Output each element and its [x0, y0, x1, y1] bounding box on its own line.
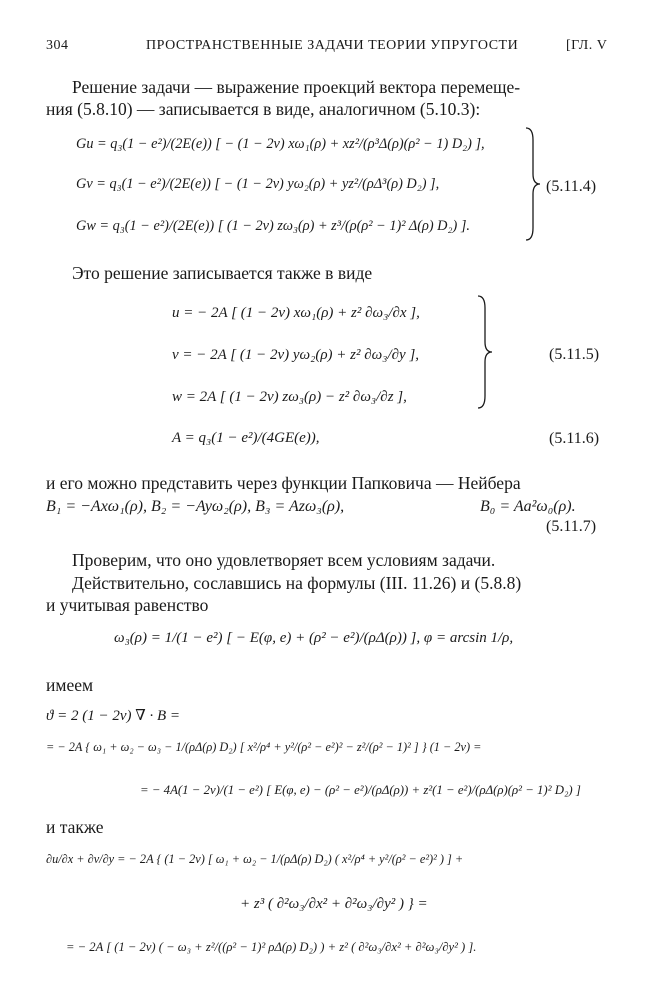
right-brace-5-11-4	[524, 126, 542, 242]
page-number: 304	[46, 38, 69, 53]
equation-5-11-7-part2: B₀ = Aa²ω₀(ρ).	[480, 498, 576, 515]
equation-theta-line3: = − 4A(1 − 2ν)/(1 − e²) [ E(φ, e) − (ρ² − e²)/(ρΔ(ρ)) + z²(1 − e²)/(ρΔ(ρ)(ρ² − 1)² D₂) ]	[140, 783, 581, 797]
paragraph-verify-line1: Проверим, что оно удовлетворяет всем условиям задачи.	[72, 550, 496, 570]
equation-div-line1: ∂u/∂x + ∂v/∂y = − 2A { (1 − 2ν) [ ω₁ + ω₂ − 1/(ρΔ(ρ) D₂) ( x²/ρ⁴ + y²/(ρ² − e²)² ) ] +	[46, 852, 464, 866]
paragraph-also-form: Это решение записывается также в виде	[72, 263, 373, 283]
equation-theta-line2: = − 2A { ω₁ + ω₂ − ω₃ − 1/(ρΔ(ρ) D₂) [ x²/ρ⁴ + y²/(ρ² − e²)² − z²/(ρ² − 1)² ] } (1 − 2ν) =	[46, 740, 482, 754]
paragraph-intro-line1: Решение задачи — выражение проекций вектора перемеще-	[72, 77, 521, 97]
equation-theta-line1: ϑ = 2 (1 − 2ν) ∇ · B =	[46, 708, 181, 724]
equation-5-11-4-line2: Gv = q₃(1 − e²)/(2E(e)) [ − (1 − 2ν) yω₂(ρ) + yz²/(ρΔ³(ρ) D₂) ],	[76, 176, 440, 192]
paragraph-intro-line2: ния (5.8.10) — записывается в виде, аналогичном (5.10.3):	[46, 99, 481, 119]
running-title: ПРОСТРАНСТВЕННЫЕ ЗАДАЧИ ТЕОРИИ УПРУГОСТИ	[146, 38, 519, 53]
paragraph-verify-line2: Действительно, сославшись на формулы (III. 11.26) и (5.8.8)	[72, 573, 522, 593]
chapter-label: [ГЛ. V	[566, 38, 608, 53]
equation-omega3-definition: ω₃(ρ) = 1/(1 − e²) [ − E(φ, e) + (ρ² − e²)/(ρΔ(ρ)) ], φ = arcsin 1/ρ,	[114, 630, 514, 646]
equation-5-11-7-part1: B₁ = −Axω₁(ρ), B₂ = −Ayω₂(ρ), B₃ = Azω₃(ρ),	[46, 498, 345, 515]
equation-div-line3: = − 2A [ (1 − 2ν) ( − ω₃ + z²/((ρ² − 1)² ρΔ(ρ) D₂) ) + z² ( ∂²ω₃/∂x² + ∂²ω₃/∂y² ) ].	[66, 940, 477, 954]
equation-5-11-5-line3: w = 2A [ (1 − 2ν) zω₃(ρ) − z² ∂ω₃/∂z ],	[172, 389, 407, 405]
equation-label-5-11-5: (5.11.5)	[549, 346, 600, 363]
paragraph-verify-line3: и учитывая равенство	[46, 595, 209, 615]
equation-label-5-11-4: (5.11.4)	[546, 178, 597, 195]
equation-5-11-5-line2: v = − 2A [ (1 − 2ν) yω₂(ρ) + z² ∂ω₃/∂y ],	[172, 347, 420, 363]
equation-5-11-6: A = q₃(1 − e²)/(4GE(e)),	[172, 430, 320, 446]
equation-5-11-4-line3: Gw = q₃(1 − e²)/(2E(e)) [ (1 − 2ν) zω₃(ρ) + z³/(ρ(ρ² − 1)² Δ(ρ) D₂) ].	[76, 218, 470, 234]
equation-5-11-5-line1: u = − 2A [ (1 − 2ν) xω₁(ρ) + z² ∂ω₃/∂x ],	[172, 305, 420, 321]
paragraph-papkovich: и его можно представить через функции Папковича — Нейбера	[46, 473, 521, 493]
equation-div-line2: + z³ ( ∂²ω₃/∂x² + ∂²ω₃/∂y² ) } =	[240, 896, 428, 912]
paragraph-we-have: имеем	[46, 675, 94, 695]
equation-5-11-4-line1: Gu = q₃(1 − e²)/(2E(e)) [ − (1 − 2ν) xω₁(ρ) + xz²/(ρ³Δ(ρ)(ρ² − 1) D₂) ],	[76, 136, 485, 152]
right-brace-5-11-5	[476, 294, 494, 410]
equation-label-5-11-7: (5.11.7)	[546, 518, 597, 535]
paragraph-and-also: и также	[46, 817, 104, 837]
equation-label-5-11-6: (5.11.6)	[549, 430, 600, 447]
